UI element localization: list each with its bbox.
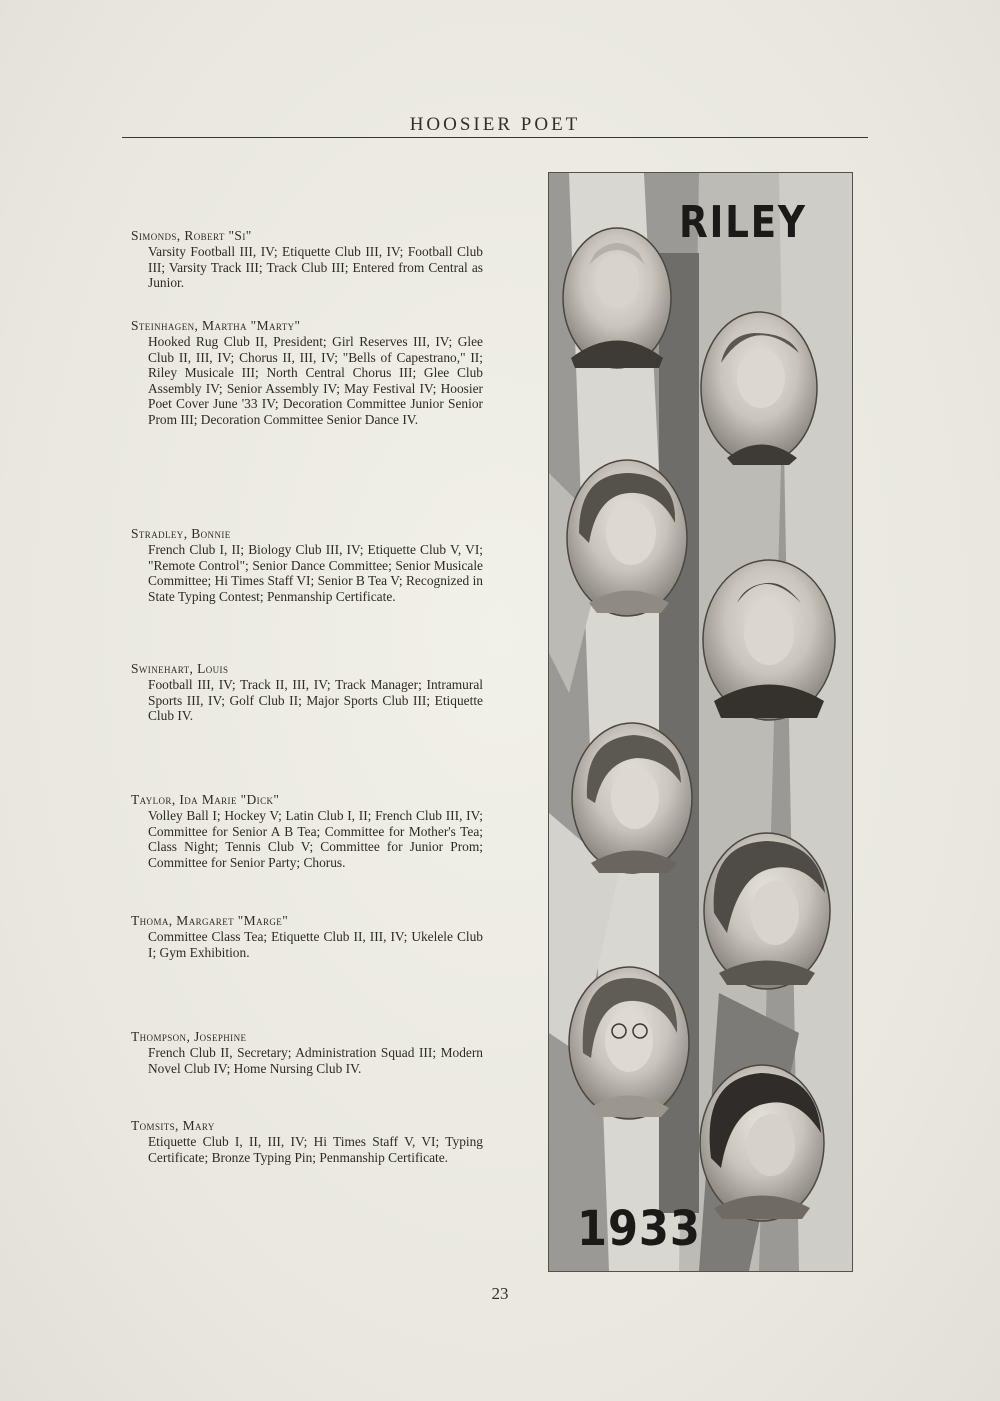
activities-text: Volley Ball I; Hockey V; Latin Club I, II; French Club III, IV; Committee for Senior A B Tea; Committee for Mother's Tea; Class Night; Tennis Club V; Committee for Junior Prom; Committee for Senior Party; Chorus. [148,808,483,870]
portrait-photo [703,560,835,720]
student-name: Tomsits, Mary [131,1118,215,1133]
senior-entry [131,525,483,604]
running-head: HOOSIER POET [409,114,581,135]
student-name: Stradley, Bonnie [131,526,231,541]
portrait-photo [572,723,692,873]
panel-artwork [549,173,852,1271]
student-name: Taylor, Ida Marie "Dick" [131,792,280,807]
portrait-photo [563,228,671,368]
activities-text: French Club II, Secretary; Administration Squad III; Modern Novel Club IV; Home Nursing Club IV. [148,1045,483,1076]
senior-entry [131,791,483,870]
activities-text: Football III, IV; Track II, III, IV; Track Manager; Intramural Sports III, IV; Golf Club II; Major Sports Club III; Etiquette Club IV. [148,677,483,724]
activities-text: Hooked Rug Club II, President; Girl Reserves III, IV; Glee Club II, III, IV; Chorus II, III, IV; "Bells of Capestrano," II; Riley Musicale III; North Central Chorus III; Glee Club Assembly IV; Senior Assembly IV; May Festival IV; Hoosier Poet Cover June '33 IV; Decoration Committee Junior Senior Prom III; Decoration Committee Senior Dance IV. [148,334,483,427]
page-number: 23 [491,1284,509,1303]
activities-text: Varsity Football III, IV; Etiquette Club III, IV; Football Club III; Varsity Track III; Track Club III; Entered from Central as Junior. [148,244,483,291]
student-name: Steinhagen, Martha "Marty" [131,318,301,333]
activities-text: Committee Class Tea; Etiquette Club II, III, IV; Ukelele Club I; Gym Exhibition. [148,929,483,960]
portrait-photo [567,460,687,616]
header-rule [122,137,868,138]
activities-text: French Club I, II; Biology Club III, IV; Etiquette Club V, VI; "Remote Control"; Senior Dance Committee; Senior Musicale Committee; Hi Times Staff VI; Senior B Tea V; Recognized in State Typing Contest; Penmanship Certificate. [148,542,483,604]
portrait-panel [548,172,853,1272]
portrait-photo [700,1065,824,1221]
panel-year: 1933 [577,1201,701,1257]
student-name: Thoma, Margaret "Marge" [131,913,289,928]
portrait-photo [704,833,830,989]
senior-entry [131,912,483,960]
senior-entry [131,660,483,724]
student-name: Swinehart, Louis [131,661,229,676]
activities-text: Etiquette Club I, II, III, IV; Hi Times Staff V, VI; Typing Certificate; Bronze Typing Pin; Penmanship Certificate. [148,1134,483,1165]
student-name: Thompson, Josephine [131,1029,247,1044]
senior-entry [131,227,483,291]
student-name: Simonds, Robert "Si" [131,228,252,243]
senior-entry [131,1117,483,1165]
panel-title-word: RILEY [679,197,807,248]
senior-entry [131,317,483,428]
portrait-photo [569,967,689,1119]
senior-entry [131,1028,483,1076]
portrait-photo [701,312,817,465]
